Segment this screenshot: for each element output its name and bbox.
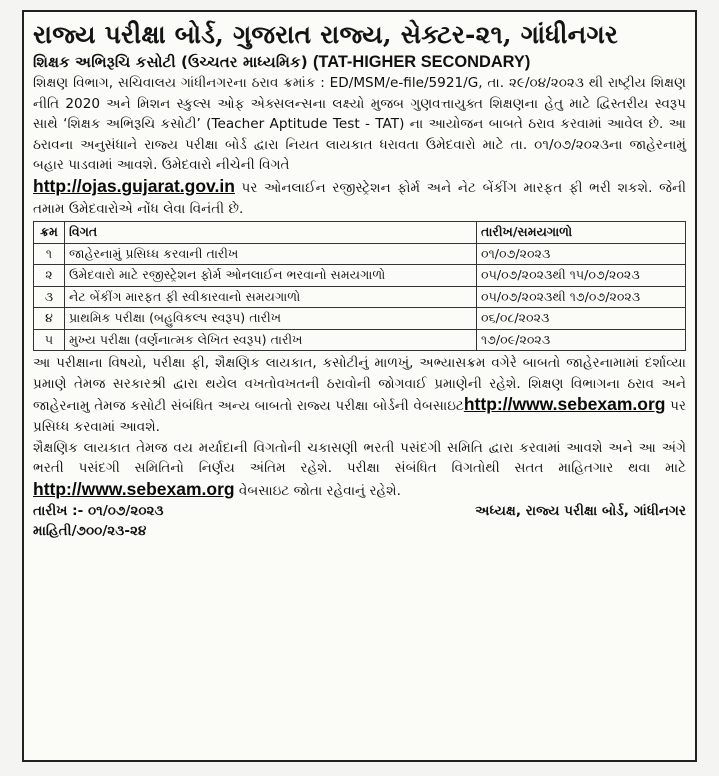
- intro-text-after-link: પર ઓનલાઈન રજીસ્ટ્રેશન ફોર્મ અને નેટ બેંકીંગ મારફત ફી ભરી શકશે. જેની તમામ ઉમેદવારોએ નોંધ લેવા વિનંતી છે.: [33, 179, 686, 217]
- schedule-table: [33, 221, 686, 351]
- table-header-row: [34, 222, 686, 244]
- sebexam-link-2[interactable]: http://www.sebexam.org: [33, 478, 235, 499]
- row-detail: પ્રાથમિક પરીક્ષા (બહુવિકલ્પ સ્વરૂપ) તારીખ: [65, 308, 477, 330]
- row-date: ૦૧/૦૭/૨૦૨૩: [477, 243, 686, 265]
- subjects-paragraph: [33, 353, 686, 437]
- row-serial: ૧: [34, 243, 65, 265]
- row-detail: ઉમેદવારો માટે રજીસ્ટ્રેશન ફોર્મ ઓનલાઈન ભરવાનો સમયગાળો: [65, 265, 477, 287]
- subjects-text-after-link: પર પ્રસિધ્ધ કરવામાં આવશે.: [33, 398, 686, 435]
- row-detail: જાહેરનામું પ્રસિધ્ધ કરવાની તારીખ: [65, 243, 477, 265]
- header-serial: ક્રમ: [34, 222, 65, 244]
- sebexam-link[interactable]: http://www.sebexam.org: [463, 394, 666, 415]
- row-serial: ૩: [34, 286, 65, 308]
- notice: [22, 10, 697, 762]
- row-serial: ૫: [34, 329, 65, 351]
- footer-row: [33, 501, 686, 521]
- eligibility-text: શૈક્ષણિક લાયકાત તેમજ વય મર્યાદાની વિગતોની ચકાસણી ભરતી પસંદગી સમિતિ દ્વારા કરવામાં આવશે અને આ અંગે ભરતી પસંદગી સમિતિનો નિર્ણય અંતિમ રહેશે. પરીક્ષા સંબંધિત વિગતોથી સતત માહિતગાર થવા માટે: [33, 439, 686, 477]
- notice-subtitle: [33, 51, 686, 73]
- row-date: ૦૬/૦૮/૨૦૨૩: [477, 308, 686, 330]
- subjects-text: આ પરીક્ષાના વિષયો, પરીક્ષા ફી, શૈક્ષણિક લાયકાત, કસોટીનું માળખું, અભ્યાસક્રમ વગેરે બાબતો જાહેરનામામાં દર્શાવ્યા પ્રમાણે તેમજ સરકારશ્રી દ્વારા થયેલ વખતોવખતની ઠરાવોની જોગવાઈ પ્રમાણેની રહેશે. શિક્ષણ વિભાગના ઠરાવ અને જાહેરનામુ તેમજ કસોટી સંબંધિત અન્ય બાબતો રાજ્ય પરીક્ષા બોર્ડની વેબસાઇટ: [33, 355, 686, 415]
- ojas-link[interactable]: http://ojas.gujarat.gov.in: [33, 175, 235, 196]
- intro-paragraph: [33, 73, 686, 219]
- row-serial: ૨: [34, 265, 65, 287]
- subtitle-english: (TAT-HIGHER SECONDARY): [312, 53, 531, 71]
- table-row: [34, 265, 686, 287]
- header-detail: વિગત: [65, 222, 477, 244]
- notice-title: રાજ્ય પરીક્ષા બોર્ડ, ગુજરાત રાજ્ય, સેક્ટર-૨૧, ગાંધીનગર: [33, 20, 619, 49]
- row-serial: ૪: [34, 308, 65, 330]
- table-row: [34, 329, 686, 351]
- intro-text: શિક્ષણ વિભાગ, સચિવાલય ગાંધીનગરના ઠરાવ ક્રમાંક : ED/MSM/e-file/5921/G, તા. ૨૯/૦૪/૨૦૨૩ થી રાષ્ટ્રીય શિક્ષણ નીતિ 2020 અને મિશન સ્કુલ્સ ઓફ એક્સલન્સના લક્ષ્યો મુજબ ગુણવત્તાયુક્ત શિક્ષણના હેતુ માટે દ્વિસ્તરીય સ્વરૂપ સાથે ‘શિક્ષક અભિરૂચિ કસોટી’ (Teacher Aptitude Test - TAT) ના આયોજન બાબતે ઠરાવ કરવામાં આવેલ છે. આ ઠરાવના અનુસંધાને રાજ્ય પરીક્ષા બોર્ડ દ્વારા નિયત લાયકાત ધરાવતા ઉમેદવારો માટે તા. ૦૧/૦૭/૨૦૨૩ના જાહેરનામું બહાર પાડવામાં આવશે. ઉમેદવારો નીચેની વિગતે: [33, 75, 686, 174]
- row-date: ૦૫/૦૭/૨૦૨૩થી ૧૫/૦૭/૨૦૨૩: [477, 265, 686, 287]
- subtitle-gujarati: શિક્ષક અભિરૂચિ કસોટી (ઉચ્ચતર માધ્યમિક): [33, 53, 313, 71]
- signatory: અધ્યક્ષ, રાજ્ય પરીક્ષા બોર્ડ, ગાંધીનગર: [475, 503, 686, 520]
- reference-number: માહિતી/૭૦૦/૨૩-૨૪: [33, 523, 147, 540]
- table-row: [34, 286, 686, 308]
- row-date: ૦૫/૦૭/૨૦૨૩થી ૧૭/૦૭/૨૦૨૩: [477, 286, 686, 308]
- table-row: [34, 243, 686, 265]
- table-row: [34, 308, 686, 330]
- eligibility-text-after-link: વેબસાઇટ જોતા રહેવાનું રહેશે.: [234, 482, 401, 499]
- eligibility-paragraph: [33, 438, 686, 502]
- row-date: ૧૭/૦૯/૨૦૨૩: [477, 329, 686, 351]
- notice-date: તારીખ :- ૦૧/૦૭/૨૦૨૩: [33, 503, 164, 520]
- header-date: તારીખ/સમયગાળો: [477, 222, 686, 244]
- row-detail: મુખ્ય પરીક્ષા (વર્ણનાત્મક લેખિત સ્વરૂપ) તારીખ: [65, 329, 477, 351]
- row-detail: નેટ બેંકીંગ મારફત ફી સ્વીકારવાનો સમયગાળો: [65, 286, 477, 308]
